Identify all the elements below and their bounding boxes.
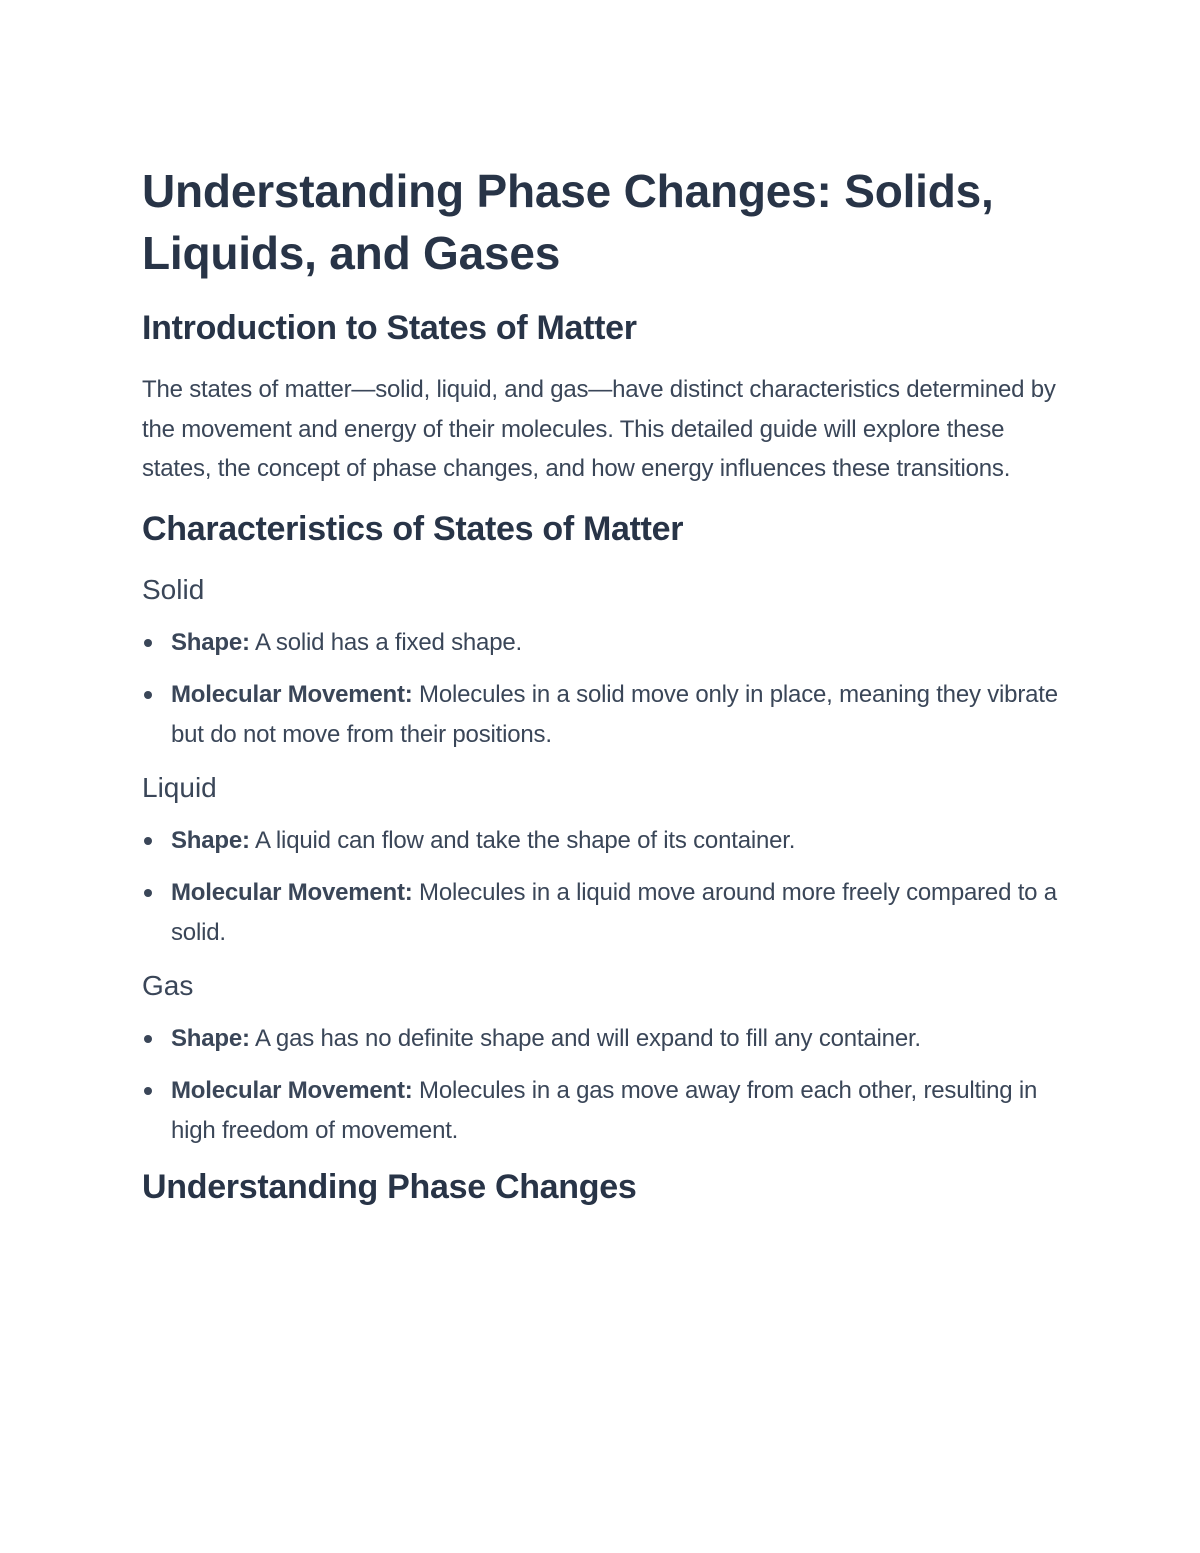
page-title: Understanding Phase Changes: Solids, Liquids, and Gases — [142, 165, 994, 279]
list-item — [142, 873, 1062, 953]
bullet-icon — [144, 639, 152, 647]
state-heading-liquid: Liquid — [142, 771, 217, 803]
list-item-text: A gas has no definite shape and will expand to fill any container. — [249, 1024, 921, 1052]
state-solid — [142, 571, 1062, 755]
bullet-icon — [144, 1087, 152, 1095]
list-item-term: Molecular Movement: — [171, 1076, 413, 1104]
bullet-icon — [144, 691, 152, 699]
list-item — [142, 821, 1062, 861]
list-item-text: A liquid can flow and take the shape of its container. — [249, 826, 796, 854]
intro-heading: Introduction to States of Matter — [142, 309, 637, 347]
list-item-term: Shape: — [171, 628, 250, 656]
state-heading-solid: Solid — [142, 573, 205, 605]
list-item-term: Molecular Movement: — [171, 878, 413, 906]
intro-paragraph: The states of matter—solid, liquid, and gas—have distinct characteristics determined by the movement and energy of their molecules. This detailed guide will explore these states, the concept of phase changes, and how energy influences these transitions. — [142, 376, 1056, 482]
state-heading-gas: Gas — [142, 969, 194, 1001]
list-item-text: Molecules in a solid move only in place, meaning they vibrate but do not move from their positions. — [171, 680, 1058, 748]
state-list-solid — [142, 623, 1062, 755]
list-item-term: Shape: — [171, 1024, 250, 1052]
bullet-icon — [144, 889, 152, 897]
list-item-term: Shape: — [171, 826, 250, 854]
document-page — [142, 160, 1062, 1229]
list-item-text: Molecules in a gas move away from each other, resulting in high freedom of movement. — [171, 1076, 1038, 1144]
characteristics-heading: Characteristics of States of Matter — [142, 509, 684, 548]
state-liquid — [142, 769, 1062, 953]
list-item-text: Molecules in a liquid move around more freely compared to a solid. — [171, 878, 1057, 946]
list-item-term: Molecular Movement: — [171, 680, 413, 708]
list-item-text: A solid has a fixed shape. — [249, 628, 522, 656]
bullet-icon — [144, 837, 152, 845]
list-item — [142, 623, 1062, 663]
list-item — [142, 675, 1062, 755]
state-list-gas — [142, 1019, 1062, 1151]
bullet-icon — [144, 1035, 152, 1043]
phase-changes-heading: Understanding Phase Changes — [142, 1167, 637, 1206]
state-gas — [142, 967, 1062, 1151]
state-list-liquid — [142, 821, 1062, 953]
list-item — [142, 1019, 1062, 1059]
list-item — [142, 1071, 1062, 1151]
